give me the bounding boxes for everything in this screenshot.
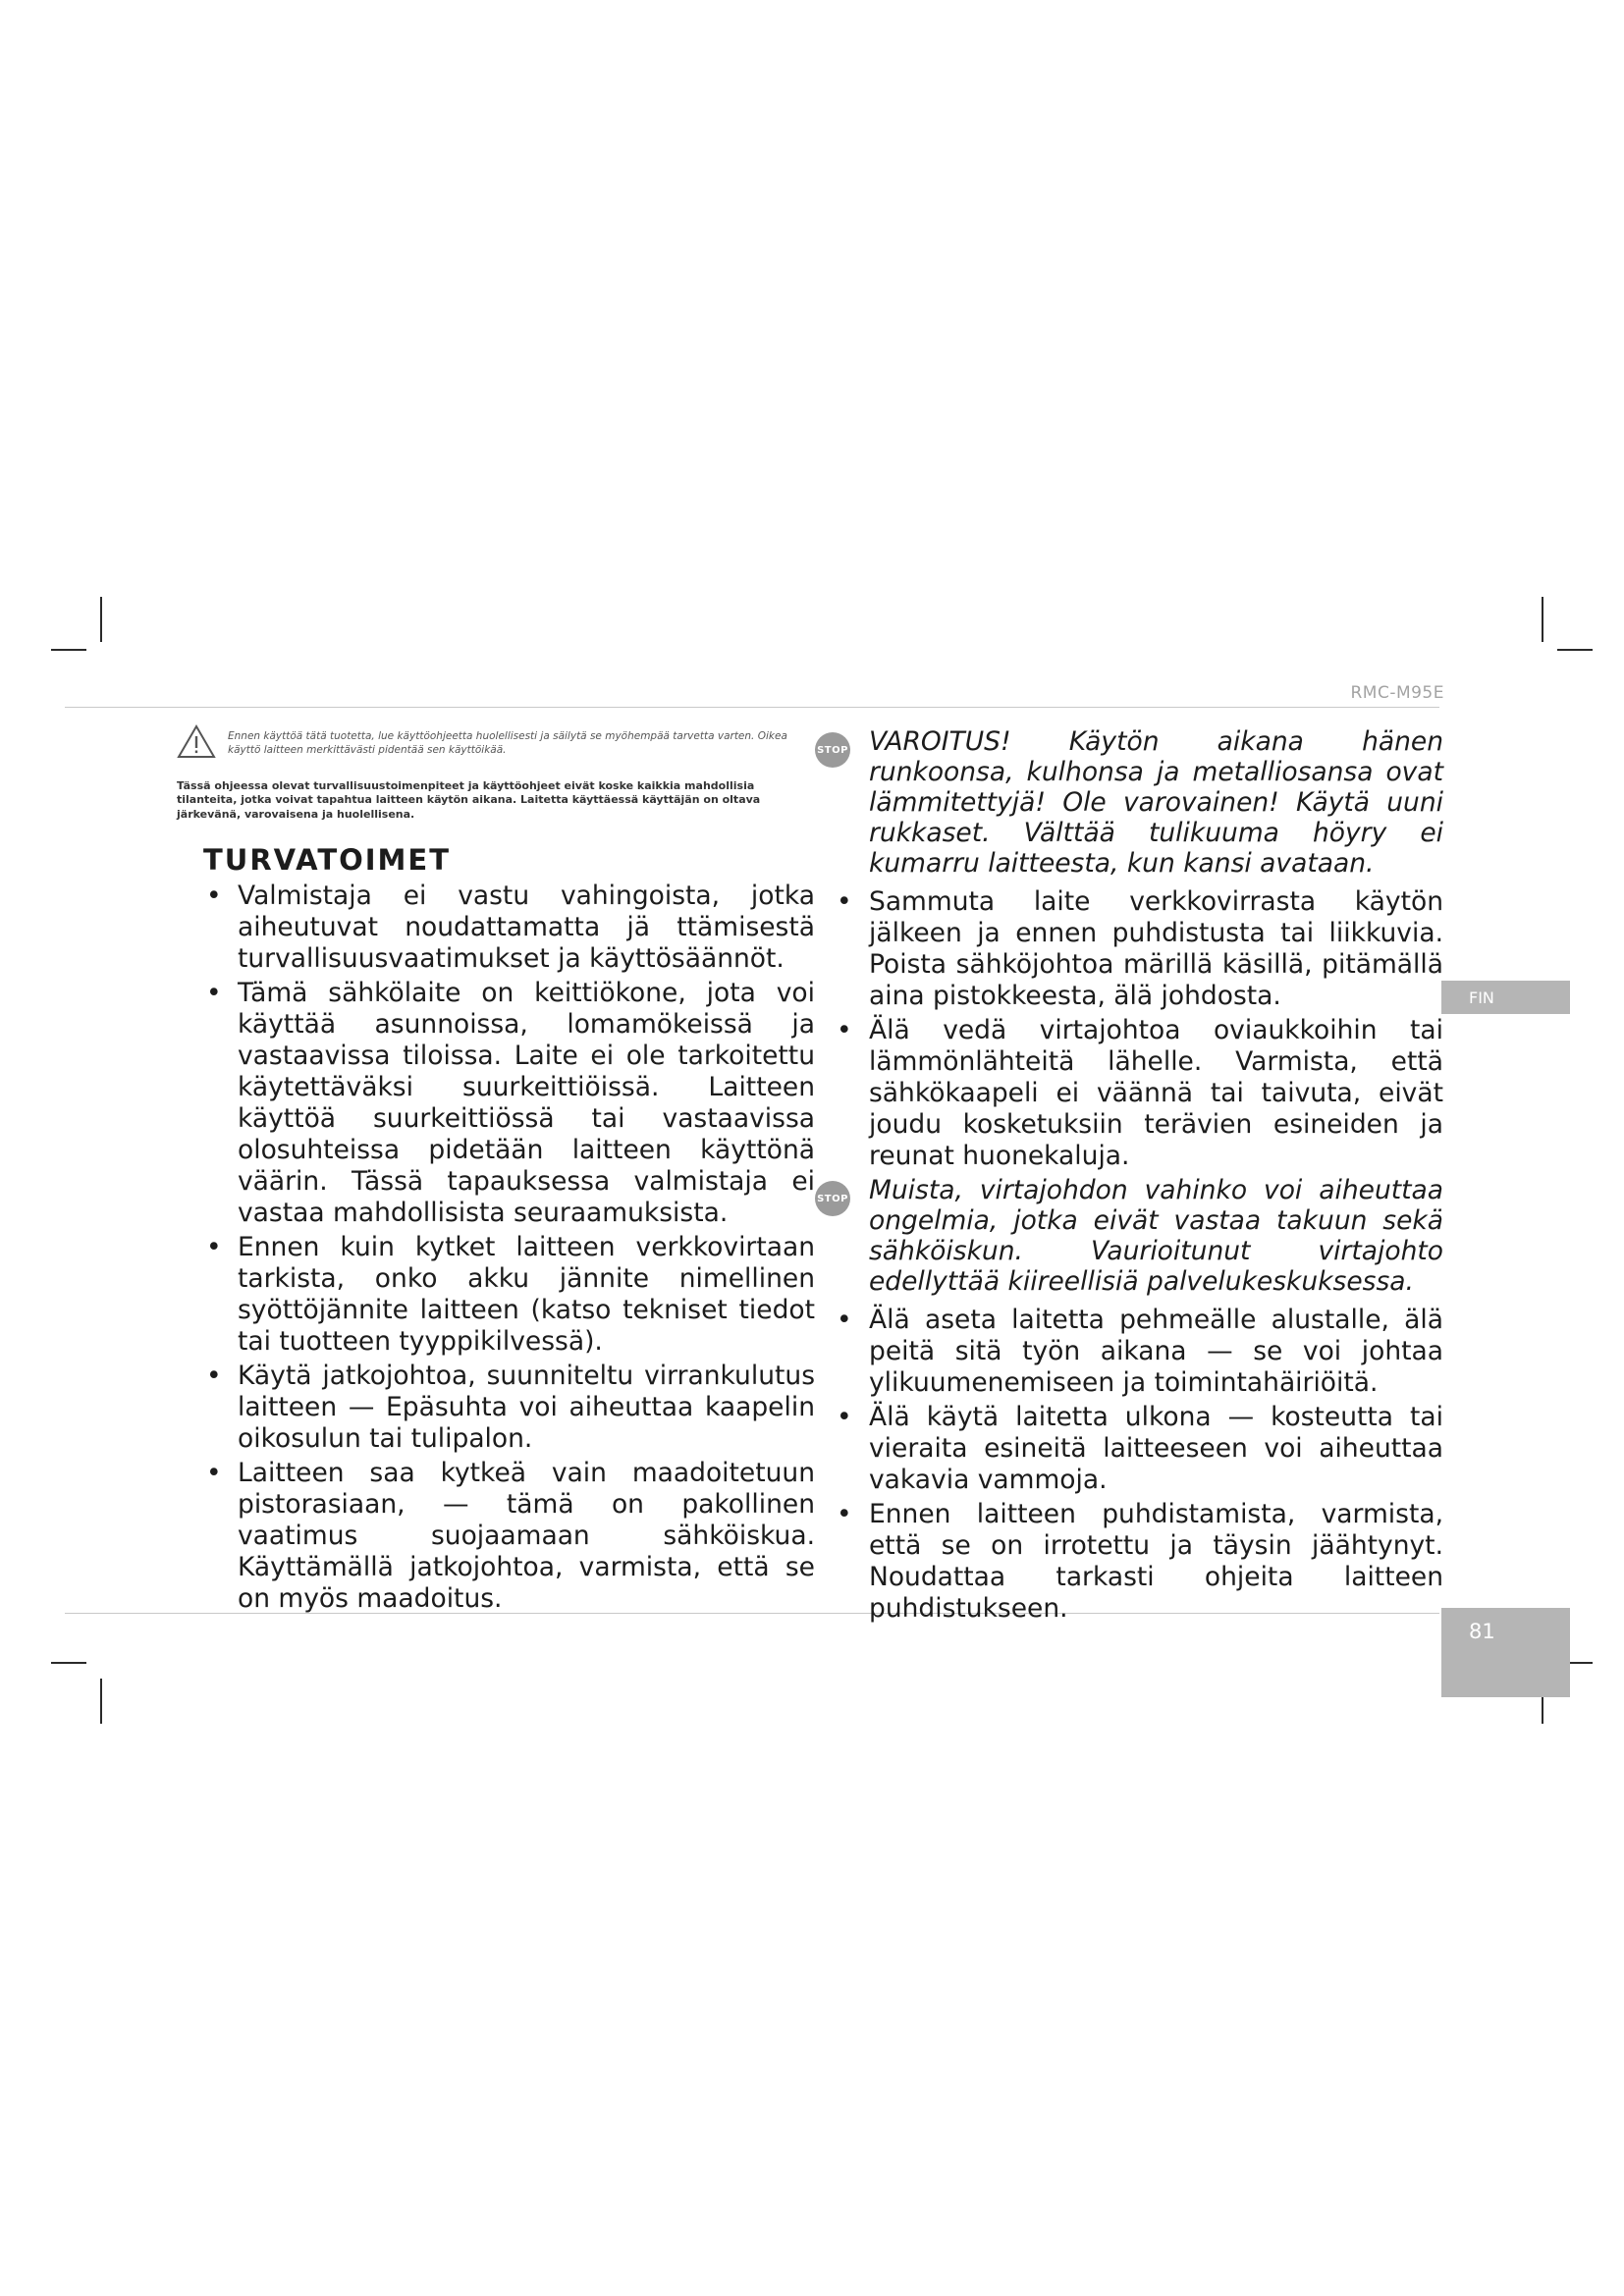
list-item: • Ennen laitteen puhdistamista, varmista, että se on irrotettu ja täysin jäähtynyt. Noudattaa tarkasti ohjeita laitteen puhdistukseen. xyxy=(815,1499,1443,1625)
crop-mark xyxy=(100,597,102,642)
right-column xyxy=(815,726,1443,1628)
safety-list-right-b xyxy=(815,1305,1443,1625)
section-heading: TURVATOIMET xyxy=(203,842,452,877)
list-item: • Älä käytä laitetta ulkona — kosteutta tai vieraita esineitä laitteeseen voi aiheuttaa vakavia vammoja. xyxy=(815,1402,1443,1496)
warning-note-row xyxy=(177,724,815,760)
list-item: • Tämä sähkölaite on keittiökone, jota voi käyttää asunnoissa, lomamökeissä ja vastaavissa tiloissa. Laite ei ole tarkoitettu käytettäväksi suurkeittiöissä. Laitteen käyttöä suurkeittiössä tai vastaavissa olosuhteissa pidetään laitteen käyttönä väärin. Tässä tapauksessa valmistaja ei vastaa mahdollisista seuraamuksista. xyxy=(177,978,815,1229)
model-number: RMC-M95E xyxy=(1350,683,1444,703)
list-item: • Sammuta laite verkkovirrasta käytön jälkeen ja ennen puhdistusta tai liikkuvia. Poista sähköjohtoa märillä käsillä, pitämällä aina pistokkeesta, älä johdosta. xyxy=(815,886,1443,1012)
language-tab: FIN xyxy=(1441,981,1570,1014)
list-item: • Älä vedä virtajohtoa oviaukkoihin tai lämmönlähteitä lähelle. Varmista, että sähkökaapeli ei väännä tai taivuta, eivät joudu kosketuksiin terävien esineiden ja reunat huonekaluja. xyxy=(815,1015,1443,1172)
warning-note-text: Ennen käyttöä tätä tuotetta, lue käyttöohjeetta huolellisesti ja säilytä se myöhempää tarvetta varten. Oikea käyttö laitteen merkittävästi pidentää sen käyttöikää. xyxy=(228,730,787,756)
stop-warning-text: Muista, virtajohdon vahinko voi aiheuttaa ongelmia, jotka eivät vastaa takuun sekä sähköiskun. Vaurioitunut virtajohto edellyttää kiireellisiä palvelukeskuksessa. xyxy=(869,1175,1443,1297)
left-column xyxy=(177,724,815,1618)
stop-sign-icon: STOP xyxy=(815,1181,850,1216)
crop-mark xyxy=(1557,649,1593,651)
stop-warning-text: VAROITUS! Käytön aikana hänen runkoonsa, kulhonsa ja metalliosansa ovat lämmitettyjä! Ole varovainen! Käytä uuni rukkaset. Välttää tulikuuma höyry ei kumarru laitteesta, kun kansi avataan. xyxy=(869,726,1443,879)
crop-mark xyxy=(51,649,86,651)
list-item: • Ennen kuin kytket laitteen verkkovirtaan tarkista, onko akku jännite nimellinen syöttöjännite laitteen (katso tekniset tiedot tai tuotteen tyyppikilvessä). xyxy=(177,1232,815,1358)
list-item: • Valmistaja ei vastu vahingoista, jotka aiheutuvat noudattamatta jä ttämisestä turvallisuusvaatimukset ja käyttösäännöt. xyxy=(177,881,815,975)
crop-mark xyxy=(100,1679,102,1724)
list-item: • Käytä jatkojohtoa, suunniteltu virrankulutus laitteen — Epäsuhta voi aiheuttaa kaapelin oikosulun tai tulipalon. xyxy=(177,1361,815,1455)
crop-mark xyxy=(1542,597,1543,642)
stop-warning-block xyxy=(815,726,1443,879)
page-number: 81 xyxy=(1441,1608,1570,1697)
list-item: • Laitteen saa kytkeä vain maadoitetuun pistorasiaan, — tämä on pakollinen vaatimus suojaamaan sähköiskua. Käyttämällä jatkojohtoa, varmista, että se on myös maadoitus. xyxy=(177,1458,815,1615)
warning-triangle-icon xyxy=(177,724,216,760)
crop-mark xyxy=(51,1662,86,1664)
stop-warning-block xyxy=(815,1175,1443,1297)
safety-list-right-a xyxy=(815,886,1443,1172)
safety-disclaimer: Tässä ohjeessa olevat turvallisuustoimenpiteet ja käyttöohjeet eivät koske kaikkia mahdollisia tilanteita, jotka voivat tapahtua laitteen käytön aikana. Laitetta käyttäessä käyttäjän on oltava järkevänä, varovaisena ja huolellisena. xyxy=(177,779,761,821)
header-rule xyxy=(65,707,1439,708)
list-item: • Älä aseta laitetta pehmeälle alustalle, älä peitä sitä työn aikana — se voi johtaa ylikuumenemiseen ja toimintahäiriöitä. xyxy=(815,1305,1443,1399)
safety-list-left xyxy=(177,881,815,1615)
stop-sign-icon: STOP xyxy=(815,732,850,768)
